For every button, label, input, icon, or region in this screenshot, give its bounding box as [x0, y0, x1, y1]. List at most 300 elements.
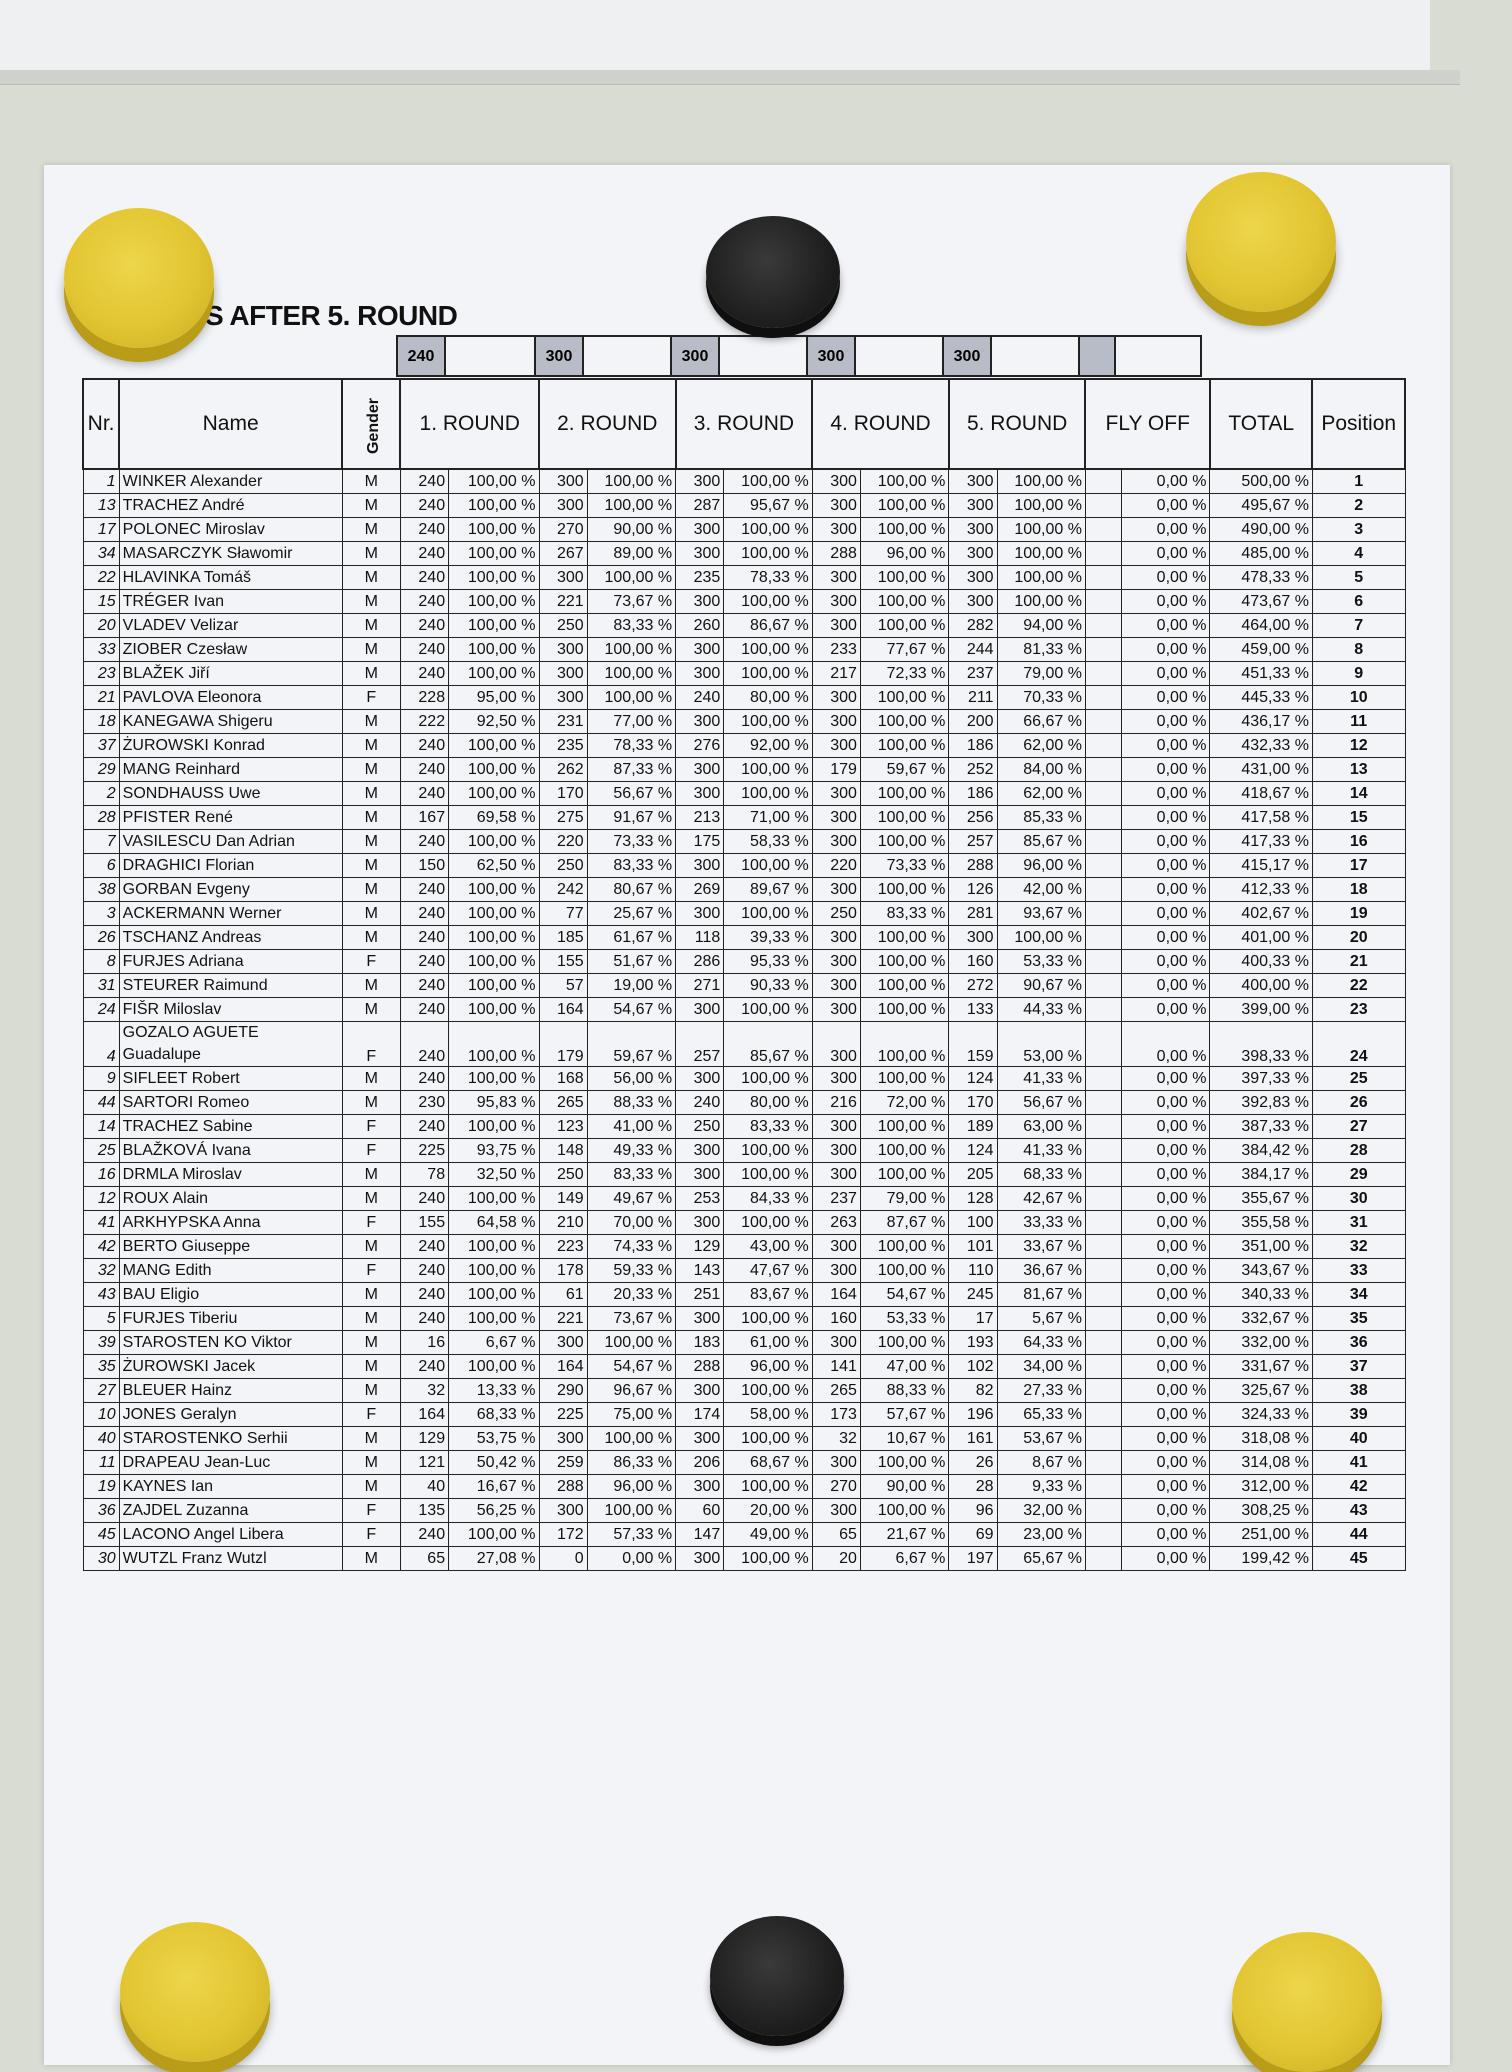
total-cell: 485,00 % [1210, 542, 1312, 566]
round3-percent: 100,00 % [724, 1163, 812, 1187]
flyoff-percent: 0,00 % [1122, 686, 1210, 710]
round4-score: 233 [812, 638, 860, 662]
flyoff-percent: 0,00 % [1122, 1163, 1210, 1187]
table-row [83, 638, 1405, 662]
round2-score: 259 [539, 1451, 587, 1475]
gender-cell: F [342, 1139, 400, 1163]
name-cell: ŻUROWSKI Jacek [119, 1355, 342, 1379]
round3-percent: 84,33 % [724, 1187, 812, 1211]
position-cell: 29 [1312, 1163, 1405, 1187]
nr-cell: 42 [83, 1235, 119, 1259]
round3-score: 300 [676, 590, 724, 614]
max-score-round-4: 300 [806, 335, 854, 377]
round2-percent: 91,67 % [587, 806, 675, 830]
round3-percent: 90,33 % [724, 974, 812, 998]
gender-cell: M [342, 710, 400, 734]
position-cell: 39 [1312, 1403, 1405, 1427]
position-cell: 23 [1312, 998, 1405, 1022]
round3-score: 300 [676, 854, 724, 878]
round2-percent: 78,33 % [587, 734, 675, 758]
round5-percent: 53,33 % [997, 950, 1085, 974]
round1-percent: 27,08 % [449, 1547, 539, 1571]
flyoff-percent: 0,00 % [1122, 1355, 1210, 1379]
round4-score: 179 [812, 758, 860, 782]
round3-percent: 83,67 % [724, 1283, 812, 1307]
round4-score: 250 [812, 902, 860, 926]
round2-percent: 56,67 % [587, 782, 675, 806]
nr-cell: 39 [83, 1331, 119, 1355]
name-cell: DRAGHICI Florian [119, 854, 342, 878]
round5-score: 101 [949, 1235, 997, 1259]
round2-score: 267 [539, 542, 587, 566]
round4-score: 300 [812, 806, 860, 830]
round1-percent: 32,50 % [449, 1163, 539, 1187]
round2-percent: 56,00 % [587, 1067, 675, 1091]
round2-score: 168 [539, 1067, 587, 1091]
round1-percent: 100,00 % [449, 518, 539, 542]
round1-score: 240 [400, 638, 448, 662]
round3-score: 300 [676, 1427, 724, 1451]
round2-score: 221 [539, 590, 587, 614]
table-row [83, 758, 1405, 782]
round1-score: 240 [400, 830, 448, 854]
max-score-round-3: 300 [670, 335, 718, 377]
name-cell: DRMLA Miroslav [119, 1163, 342, 1187]
round5-percent: 62,00 % [997, 734, 1085, 758]
flyoff-score [1085, 878, 1121, 902]
flyoff-percent: 0,00 % [1122, 1499, 1210, 1523]
round1-score: 32 [400, 1379, 448, 1403]
round2-percent: 59,67 % [587, 1022, 675, 1067]
name-cell: VLADEV Velizar [119, 614, 342, 638]
round4-score: 300 [812, 878, 860, 902]
round1-percent: 100,00 % [449, 590, 539, 614]
round5-percent: 94,00 % [997, 614, 1085, 638]
header-gender-label: Gender [365, 397, 383, 455]
round1-score: 240 [400, 1259, 448, 1283]
round5-score: 124 [949, 1139, 997, 1163]
name-cell: ZIOBER Czesław [119, 638, 342, 662]
round5-percent: 93,67 % [997, 902, 1085, 926]
name-cell: BLEUER Hainz [119, 1379, 342, 1403]
flyoff-score [1085, 1163, 1121, 1187]
round3-score: 300 [676, 1163, 724, 1187]
gender-cell: M [342, 494, 400, 518]
round1-percent: 100,00 % [449, 1067, 539, 1091]
flyoff-score [1085, 998, 1121, 1022]
flyoff-score [1085, 734, 1121, 758]
round2-percent: 100,00 % [587, 662, 675, 686]
round3-percent: 100,00 % [724, 662, 812, 686]
total-cell: 331,67 % [1210, 1355, 1312, 1379]
round1-score: 155 [400, 1211, 448, 1235]
gender-cell: F [342, 1022, 400, 1067]
round4-percent: 100,00 % [860, 1067, 948, 1091]
round4-score: 288 [812, 542, 860, 566]
nr-cell: 16 [83, 1163, 119, 1187]
round2-score: 300 [539, 494, 587, 518]
round5-score: 96 [949, 1499, 997, 1523]
round5-percent: 63,00 % [997, 1115, 1085, 1139]
round1-percent: 95,00 % [449, 686, 539, 710]
total-cell: 500,00 % [1210, 469, 1312, 494]
round1-percent: 69,58 % [449, 806, 539, 830]
round5-percent: 100,00 % [997, 566, 1085, 590]
round4-percent: 100,00 % [860, 878, 948, 902]
round5-percent: 81,67 % [997, 1283, 1085, 1307]
position-cell: 25 [1312, 1067, 1405, 1091]
round4-percent: 100,00 % [860, 518, 948, 542]
black-magnet [706, 216, 840, 328]
nr-cell: 32 [83, 1259, 119, 1283]
gender-cell: M [342, 1091, 400, 1115]
flyoff-score [1085, 494, 1121, 518]
gender-cell: M [342, 1163, 400, 1187]
name-cell: STAROSTENKO Serhii [119, 1427, 342, 1451]
nr-cell: 44 [83, 1091, 119, 1115]
round1-percent: 100,00 % [449, 950, 539, 974]
position-cell: 36 [1312, 1331, 1405, 1355]
position-cell: 40 [1312, 1427, 1405, 1451]
round3-score: 287 [676, 494, 724, 518]
round3-percent: 49,00 % [724, 1523, 812, 1547]
name-cell: KAYNES Ian [119, 1475, 342, 1499]
table-row [83, 1163, 1405, 1187]
round1-percent: 100,00 % [449, 758, 539, 782]
round5-score: 133 [949, 998, 997, 1022]
round1-percent: 100,00 % [449, 469, 539, 494]
name-cell: BLAŽEK Jiří [119, 662, 342, 686]
round4-percent: 87,67 % [860, 1211, 948, 1235]
table-row [83, 878, 1405, 902]
table-row [83, 998, 1405, 1022]
round1-score: 240 [400, 1523, 448, 1547]
flyoff-percent: 0,00 % [1122, 469, 1210, 494]
flyoff-score [1085, 1307, 1121, 1331]
round1-score: 240 [400, 998, 448, 1022]
total-cell: 478,33 % [1210, 566, 1312, 590]
total-cell: 418,67 % [1210, 782, 1312, 806]
round4-percent: 100,00 % [860, 1451, 948, 1475]
nr-cell: 25 [83, 1139, 119, 1163]
gender-cell: F [342, 1259, 400, 1283]
flyoff-score [1085, 469, 1121, 494]
table-row [83, 1331, 1405, 1355]
flyoff-percent: 0,00 % [1122, 1259, 1210, 1283]
gender-cell: M [342, 1475, 400, 1499]
table-row [83, 806, 1405, 830]
round3-score: 269 [676, 878, 724, 902]
round5-percent: 62,00 % [997, 782, 1085, 806]
header-fly-off: FLY OFF [1085, 379, 1210, 469]
total-cell: 314,08 % [1210, 1451, 1312, 1475]
round4-score: 141 [812, 1355, 860, 1379]
round4-percent: 100,00 % [860, 1235, 948, 1259]
round4-percent: 100,00 % [860, 1331, 948, 1355]
gender-cell: M [342, 1307, 400, 1331]
round2-score: 149 [539, 1187, 587, 1211]
round2-percent: 100,00 % [587, 1427, 675, 1451]
position-cell: 43 [1312, 1499, 1405, 1523]
nr-cell: 17 [83, 518, 119, 542]
round2-percent: 83,33 % [587, 614, 675, 638]
flyoff-percent: 0,00 % [1122, 1379, 1210, 1403]
total-cell: 400,33 % [1210, 950, 1312, 974]
flyoff-percent: 0,00 % [1122, 614, 1210, 638]
round4-score: 237 [812, 1187, 860, 1211]
table-row [83, 1499, 1405, 1523]
header-nr: Nr. [83, 379, 119, 469]
round2-percent: 51,67 % [587, 950, 675, 974]
round4-percent: 79,00 % [860, 1187, 948, 1211]
round2-score: 164 [539, 998, 587, 1022]
position-cell: 45 [1312, 1547, 1405, 1571]
round2-percent: 74,33 % [587, 1235, 675, 1259]
round1-score: 78 [400, 1163, 448, 1187]
round4-percent: 47,00 % [860, 1355, 948, 1379]
name-cell: BLAŽKOVÁ Ivana [119, 1139, 342, 1163]
round2-score: 123 [539, 1115, 587, 1139]
name-cell: JONES Geralyn [119, 1403, 342, 1427]
flyoff-score [1085, 782, 1121, 806]
total-cell: 332,00 % [1210, 1331, 1312, 1355]
nr-cell: 2 [83, 782, 119, 806]
flyoff-percent: 0,00 % [1122, 1547, 1210, 1571]
round4-score: 217 [812, 662, 860, 686]
table-row [83, 1547, 1405, 1571]
max-score-spacer [990, 335, 1078, 377]
nr-cell: 28 [83, 806, 119, 830]
table-row [83, 710, 1405, 734]
position-cell: 10 [1312, 686, 1405, 710]
round5-score: 252 [949, 758, 997, 782]
round2-percent: 100,00 % [587, 566, 675, 590]
nr-cell: 33 [83, 638, 119, 662]
total-cell: 324,33 % [1210, 1403, 1312, 1427]
round4-percent: 100,00 % [860, 926, 948, 950]
name-cell: WINKER Alexander [119, 469, 342, 494]
round3-percent: 95,67 % [724, 494, 812, 518]
round4-score: 263 [812, 1211, 860, 1235]
results-body [83, 469, 1405, 1571]
round5-percent: 42,67 % [997, 1187, 1085, 1211]
round1-percent: 100,00 % [449, 974, 539, 998]
gender-cell: M [342, 1067, 400, 1091]
total-cell: 436,17 % [1210, 710, 1312, 734]
flyoff-percent: 0,00 % [1122, 662, 1210, 686]
table-row [83, 1283, 1405, 1307]
round3-percent: 100,00 % [724, 1427, 812, 1451]
round1-score: 40 [400, 1475, 448, 1499]
name-cell: SIFLEET Robert [119, 1067, 342, 1091]
position-cell: 35 [1312, 1307, 1405, 1331]
round3-score: 300 [676, 710, 724, 734]
round2-percent: 96,67 % [587, 1379, 675, 1403]
table-row [83, 1211, 1405, 1235]
round1-score: 225 [400, 1139, 448, 1163]
page-title: S AFTER 5. ROUND [205, 300, 458, 331]
nr-cell: 41 [83, 1211, 119, 1235]
table-header-row [83, 379, 1405, 469]
black-magnet [710, 1916, 844, 2036]
round5-score: 17 [949, 1307, 997, 1331]
round4-percent: 100,00 % [860, 998, 948, 1022]
round2-percent: 100,00 % [587, 469, 675, 494]
gender-cell: F [342, 950, 400, 974]
table-row [83, 1523, 1405, 1547]
flyoff-score [1085, 590, 1121, 614]
table-row [83, 590, 1405, 614]
name-cell: POLONEC Miroslav [119, 518, 342, 542]
round1-score: 240 [400, 1022, 448, 1067]
round4-score: 300 [812, 1115, 860, 1139]
round5-percent: 8,67 % [997, 1451, 1085, 1475]
round4-score: 300 [812, 1163, 860, 1187]
round5-score: 288 [949, 854, 997, 878]
nr-cell: 8 [83, 950, 119, 974]
position-cell: 13 [1312, 758, 1405, 782]
round1-percent: 100,00 % [449, 830, 539, 854]
round1-score: 65 [400, 1547, 448, 1571]
table-row [83, 1115, 1405, 1139]
total-cell: 387,33 % [1210, 1115, 1312, 1139]
name-cell: FURJES Tiberiu [119, 1307, 342, 1331]
total-cell: 308,25 % [1210, 1499, 1312, 1523]
round1-score: 240 [400, 542, 448, 566]
nr-cell: 43 [83, 1283, 119, 1307]
round4-score: 300 [812, 710, 860, 734]
total-cell: 343,67 % [1210, 1259, 1312, 1283]
position-cell: 8 [1312, 638, 1405, 662]
table-row [83, 494, 1405, 518]
round5-score: 28 [949, 1475, 997, 1499]
round2-score: 155 [539, 950, 587, 974]
flyoff-score [1085, 1499, 1121, 1523]
round3-score: 286 [676, 950, 724, 974]
round2-percent: 57,33 % [587, 1523, 675, 1547]
round5-percent: 9,33 % [997, 1475, 1085, 1499]
flyoff-percent: 0,00 % [1122, 518, 1210, 542]
round4-percent: 100,00 % [860, 710, 948, 734]
total-cell: 490,00 % [1210, 518, 1312, 542]
round5-percent: 90,67 % [997, 974, 1085, 998]
table-row [83, 1235, 1405, 1259]
round3-percent: 100,00 % [724, 1067, 812, 1091]
round5-percent: 66,67 % [997, 710, 1085, 734]
nr-cell: 26 [83, 926, 119, 950]
flyoff-percent: 0,00 % [1122, 590, 1210, 614]
flyoff-percent: 0,00 % [1122, 1475, 1210, 1499]
round1-percent: 56,25 % [449, 1499, 539, 1523]
round3-percent: 92,00 % [724, 734, 812, 758]
flyoff-score [1085, 1547, 1121, 1571]
total-cell: 400,00 % [1210, 974, 1312, 998]
round1-score: 240 [400, 974, 448, 998]
flyoff-percent: 0,00 % [1122, 998, 1210, 1022]
total-cell: 398,33 % [1210, 1022, 1312, 1067]
gender-cell: M [342, 1283, 400, 1307]
round2-score: 221 [539, 1307, 587, 1331]
round1-percent: 100,00 % [449, 926, 539, 950]
round4-score: 300 [812, 1067, 860, 1091]
round1-percent: 95,83 % [449, 1091, 539, 1115]
total-cell: 417,58 % [1210, 806, 1312, 830]
round1-score: 240 [400, 662, 448, 686]
round1-percent: 100,00 % [449, 998, 539, 1022]
name-cell: KANEGAWA Shigeru [119, 710, 342, 734]
flyoff-score [1085, 758, 1121, 782]
round5-score: 257 [949, 830, 997, 854]
gender-cell: F [342, 1499, 400, 1523]
round5-percent: 84,00 % [997, 758, 1085, 782]
name-cell: VASILESCU Dan Adrian [119, 830, 342, 854]
gender-cell: M [342, 1427, 400, 1451]
round2-percent: 86,33 % [587, 1451, 675, 1475]
round2-percent: 41,00 % [587, 1115, 675, 1139]
table-row [83, 1403, 1405, 1427]
round4-percent: 88,33 % [860, 1379, 948, 1403]
nr-cell: 11 [83, 1451, 119, 1475]
flyoff-percent: 0,00 % [1122, 974, 1210, 998]
gender-cell: M [342, 1235, 400, 1259]
round3-percent: 80,00 % [724, 1091, 812, 1115]
round1-score: 240 [400, 614, 448, 638]
table-row [83, 1067, 1405, 1091]
round1-score: 240 [400, 926, 448, 950]
table-row [83, 1451, 1405, 1475]
table-row [83, 566, 1405, 590]
round3-percent: 43,00 % [724, 1235, 812, 1259]
round2-score: 262 [539, 758, 587, 782]
header-position: Position [1312, 379, 1405, 469]
position-cell: 44 [1312, 1523, 1405, 1547]
nr-cell: 30 [83, 1547, 119, 1571]
flyoff-score [1085, 686, 1121, 710]
total-cell: 199,42 % [1210, 1547, 1312, 1571]
name-cell: ROUX Alain [119, 1187, 342, 1211]
position-cell: 33 [1312, 1259, 1405, 1283]
max-score-spacer [582, 335, 670, 377]
round2-percent: 83,33 % [587, 1163, 675, 1187]
round5-score: 300 [949, 469, 997, 494]
table-row [83, 830, 1405, 854]
round5-percent: 64,33 % [997, 1331, 1085, 1355]
background-sheet-edge [0, 70, 1460, 85]
nr-cell: 13 [83, 494, 119, 518]
total-cell: 325,67 % [1210, 1379, 1312, 1403]
position-cell: 38 [1312, 1379, 1405, 1403]
name-cell: DRAPEAU Jean-Luc [119, 1451, 342, 1475]
round4-score: 20 [812, 1547, 860, 1571]
round1-score: 240 [400, 1307, 448, 1331]
round5-percent: 100,00 % [997, 518, 1085, 542]
round3-percent: 100,00 % [724, 710, 812, 734]
round5-score: 300 [949, 518, 997, 542]
position-cell: 1 [1312, 469, 1405, 494]
round4-score: 300 [812, 926, 860, 950]
nr-cell: 22 [83, 566, 119, 590]
round3-score: 235 [676, 566, 724, 590]
flyoff-score [1085, 1523, 1121, 1547]
nr-cell: 38 [83, 878, 119, 902]
flyoff-percent: 0,00 % [1122, 902, 1210, 926]
round4-score: 300 [812, 782, 860, 806]
header-round-4: 4. ROUND [812, 379, 949, 469]
gender-cell: M [342, 1547, 400, 1571]
round1-percent: 100,00 % [449, 638, 539, 662]
round5-percent: 96,00 % [997, 854, 1085, 878]
flyoff-score [1085, 830, 1121, 854]
